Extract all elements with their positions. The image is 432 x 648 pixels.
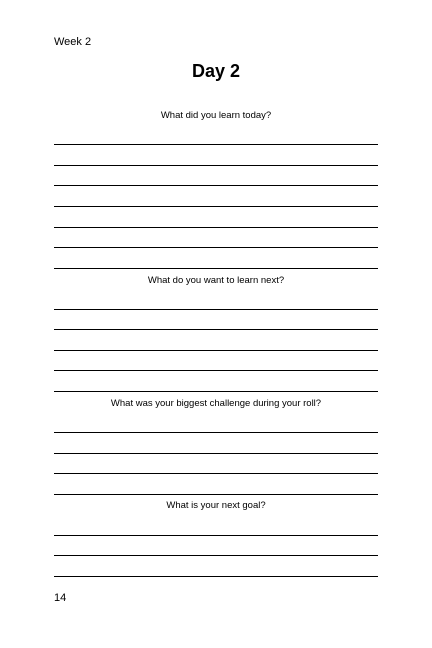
writing-line[interactable] <box>54 329 378 330</box>
writing-line[interactable] <box>54 576 378 577</box>
writing-line[interactable] <box>54 494 378 495</box>
writing-line[interactable] <box>54 555 378 556</box>
writing-line[interactable] <box>54 370 378 371</box>
writing-line[interactable] <box>54 350 378 351</box>
writing-line[interactable] <box>54 206 378 207</box>
prompt-learned-today: What did you learn today? <box>160 110 272 121</box>
writing-line[interactable] <box>54 432 378 433</box>
prompt-learn-next: What do you want to learn next? <box>147 275 285 286</box>
writing-line[interactable] <box>54 453 378 454</box>
writing-line[interactable] <box>54 309 378 310</box>
writing-line[interactable] <box>54 473 378 474</box>
prompt-next-goal: What is your next goal? <box>166 500 266 511</box>
page-number: 14 <box>54 592 67 604</box>
page-title: Day 2 <box>191 61 241 81</box>
week-label: Week 2 <box>54 36 92 48</box>
writing-line[interactable] <box>54 535 378 536</box>
writing-line[interactable] <box>54 165 378 166</box>
prompt-biggest-challenge: What was your biggest challenge during your roll? <box>110 398 322 409</box>
writing-line[interactable] <box>54 391 378 392</box>
writing-line[interactable] <box>54 247 378 248</box>
writing-line[interactable] <box>54 144 378 145</box>
writing-line[interactable] <box>54 185 378 186</box>
writing-line[interactable] <box>54 227 378 228</box>
writing-line[interactable] <box>54 268 378 269</box>
